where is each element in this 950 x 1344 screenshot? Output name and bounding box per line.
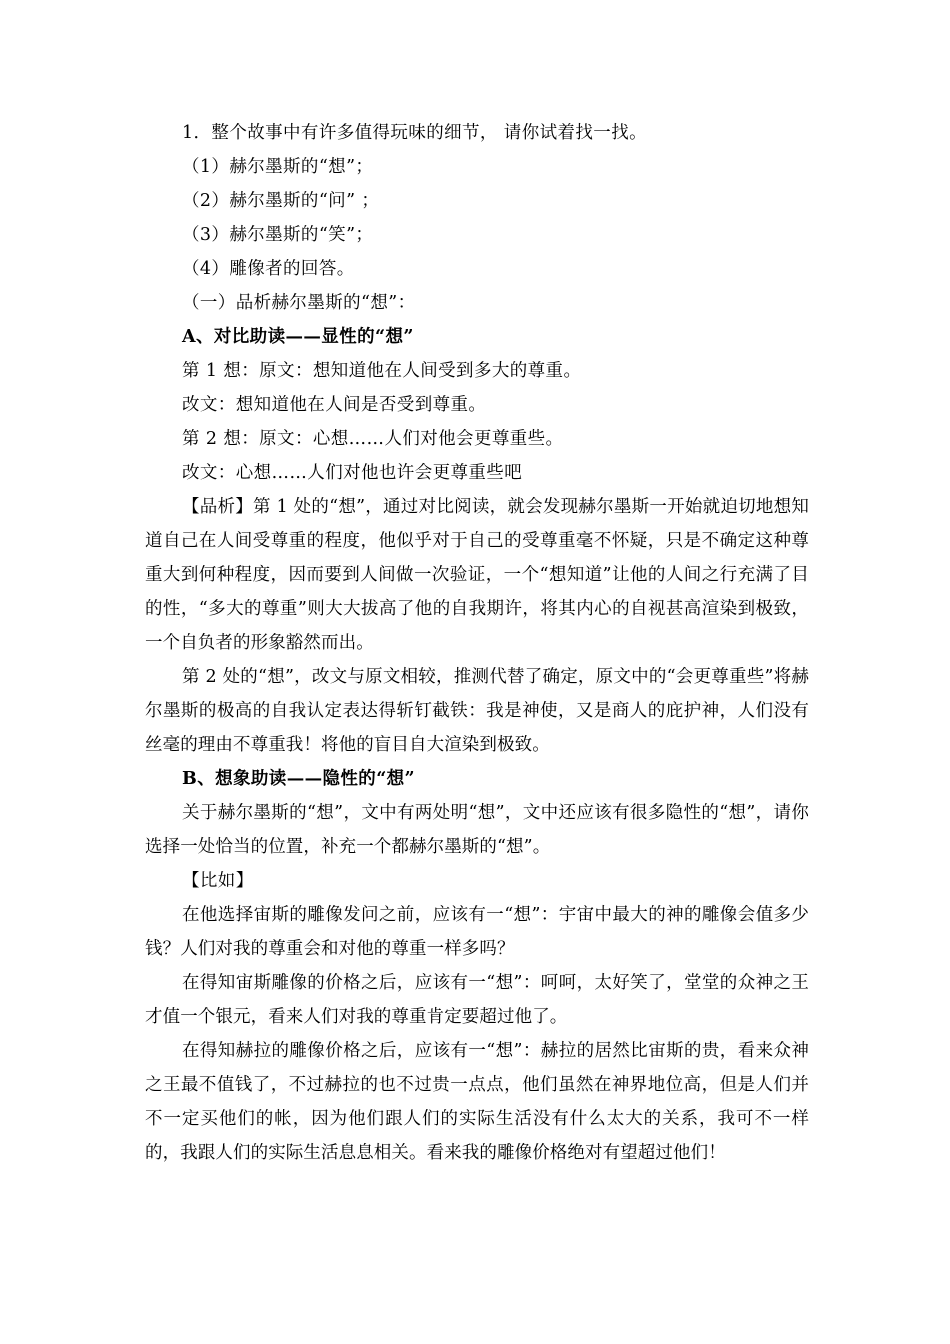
question-1: 1．整个故事中有许多值得玩味的细节， 请你试着找一找。 — [182, 123, 647, 143]
think-1-original: 第 1 想：原文：想知道他在人间受到多大的尊重。 — [182, 361, 582, 381]
example-paragraph-2: 在得知宙斯雕像的价格之后，应该有一“想”：呵呵，太好笑了，堂堂的众神之王才值一个银元，看来人们对我的尊重肯定要超过他了。 — [145, 973, 809, 1027]
think-2-revised: 改文：心想……人们对他也许会更尊重些吧 — [182, 463, 523, 483]
section-heading-1: （一）品析赫尔墨斯的“想”： — [182, 293, 416, 313]
list-item-ask: （2）赫尔墨斯的“问” ； — [182, 191, 380, 211]
think-2-original: 第 2 想：原文：心想……人们对他会更尊重些。 — [182, 429, 564, 449]
list-item-think: （1）赫尔墨斯的“想”； — [182, 157, 374, 177]
list-item-laugh: （3）赫尔墨斯的“笑”； — [182, 225, 374, 245]
document-body — [145, 116, 809, 1170]
analysis-paragraph-1: 【品析】第 1 处的“想”，通过对比阅读，就会发现赫尔墨斯一开始就迫切地想知道自己在人间受尊重的程度，他似乎对于自己的受尊重毫不怀疑，只是不确定这种尊重大到何种程度，因而要到人间做一次验证，一个“想知道”让他的人间之行充满了目的性，“多大的尊重”则大大拔高了他的自我期许，将其内心的自视甚高渲染到极致，一个自负者的形象豁然而出。 — [145, 497, 809, 653]
think-1-revised: 改文：想知道他在人间是否受到尊重。 — [182, 395, 487, 415]
example-paragraph-3: 在得知赫拉的雕像价格之后，应该有一“想”：赫拉的居然比宙斯的贵，看来众神之王最不值钱了，不过赫拉的也不过贵一点点，他们虽然在神界地位高，但是人们并不一定买他们的帐，因为他们跟人们的实际生活没有什么太大的关系，我可不一样的，我跟人们的实际生活息息相关。看来我的雕像价格绝对有望超过他们！ — [145, 1041, 809, 1163]
analysis-paragraph-2: 第 2 处的“想”，改文与原文相较，推测代替了确定，原文中的“会更尊重些”将赫尔墨斯的极高的自我认定表达得斩钉截铁：我是神使，又是商人的庇护神，人们没有丝毫的理由不尊重我！将他的盲目自大渲染到极致。 — [145, 667, 809, 755]
task-paragraph-b: 关于赫尔墨斯的“想”，文中有两处明“想”，文中还应该有很多隐性的“想”，请你选择一处恰当的位置，补充一个都赫尔墨斯的“想”。 — [145, 803, 809, 857]
subsection-heading-b: B、想象助读——隐性的“想” — [182, 769, 416, 789]
example-paragraph-1: 在他选择宙斯的雕像发问之前，应该有一“想”：宇宙中最大的神的雕像会值多少钱？人们对我的尊重会和对他的尊重一样多吗？ — [145, 905, 809, 959]
subsection-heading-a: A、对比助读——显性的“想” — [182, 327, 414, 347]
example-label: 【比如】 — [182, 871, 254, 891]
list-item-answer: （4）雕像者的回答。 — [182, 259, 355, 279]
